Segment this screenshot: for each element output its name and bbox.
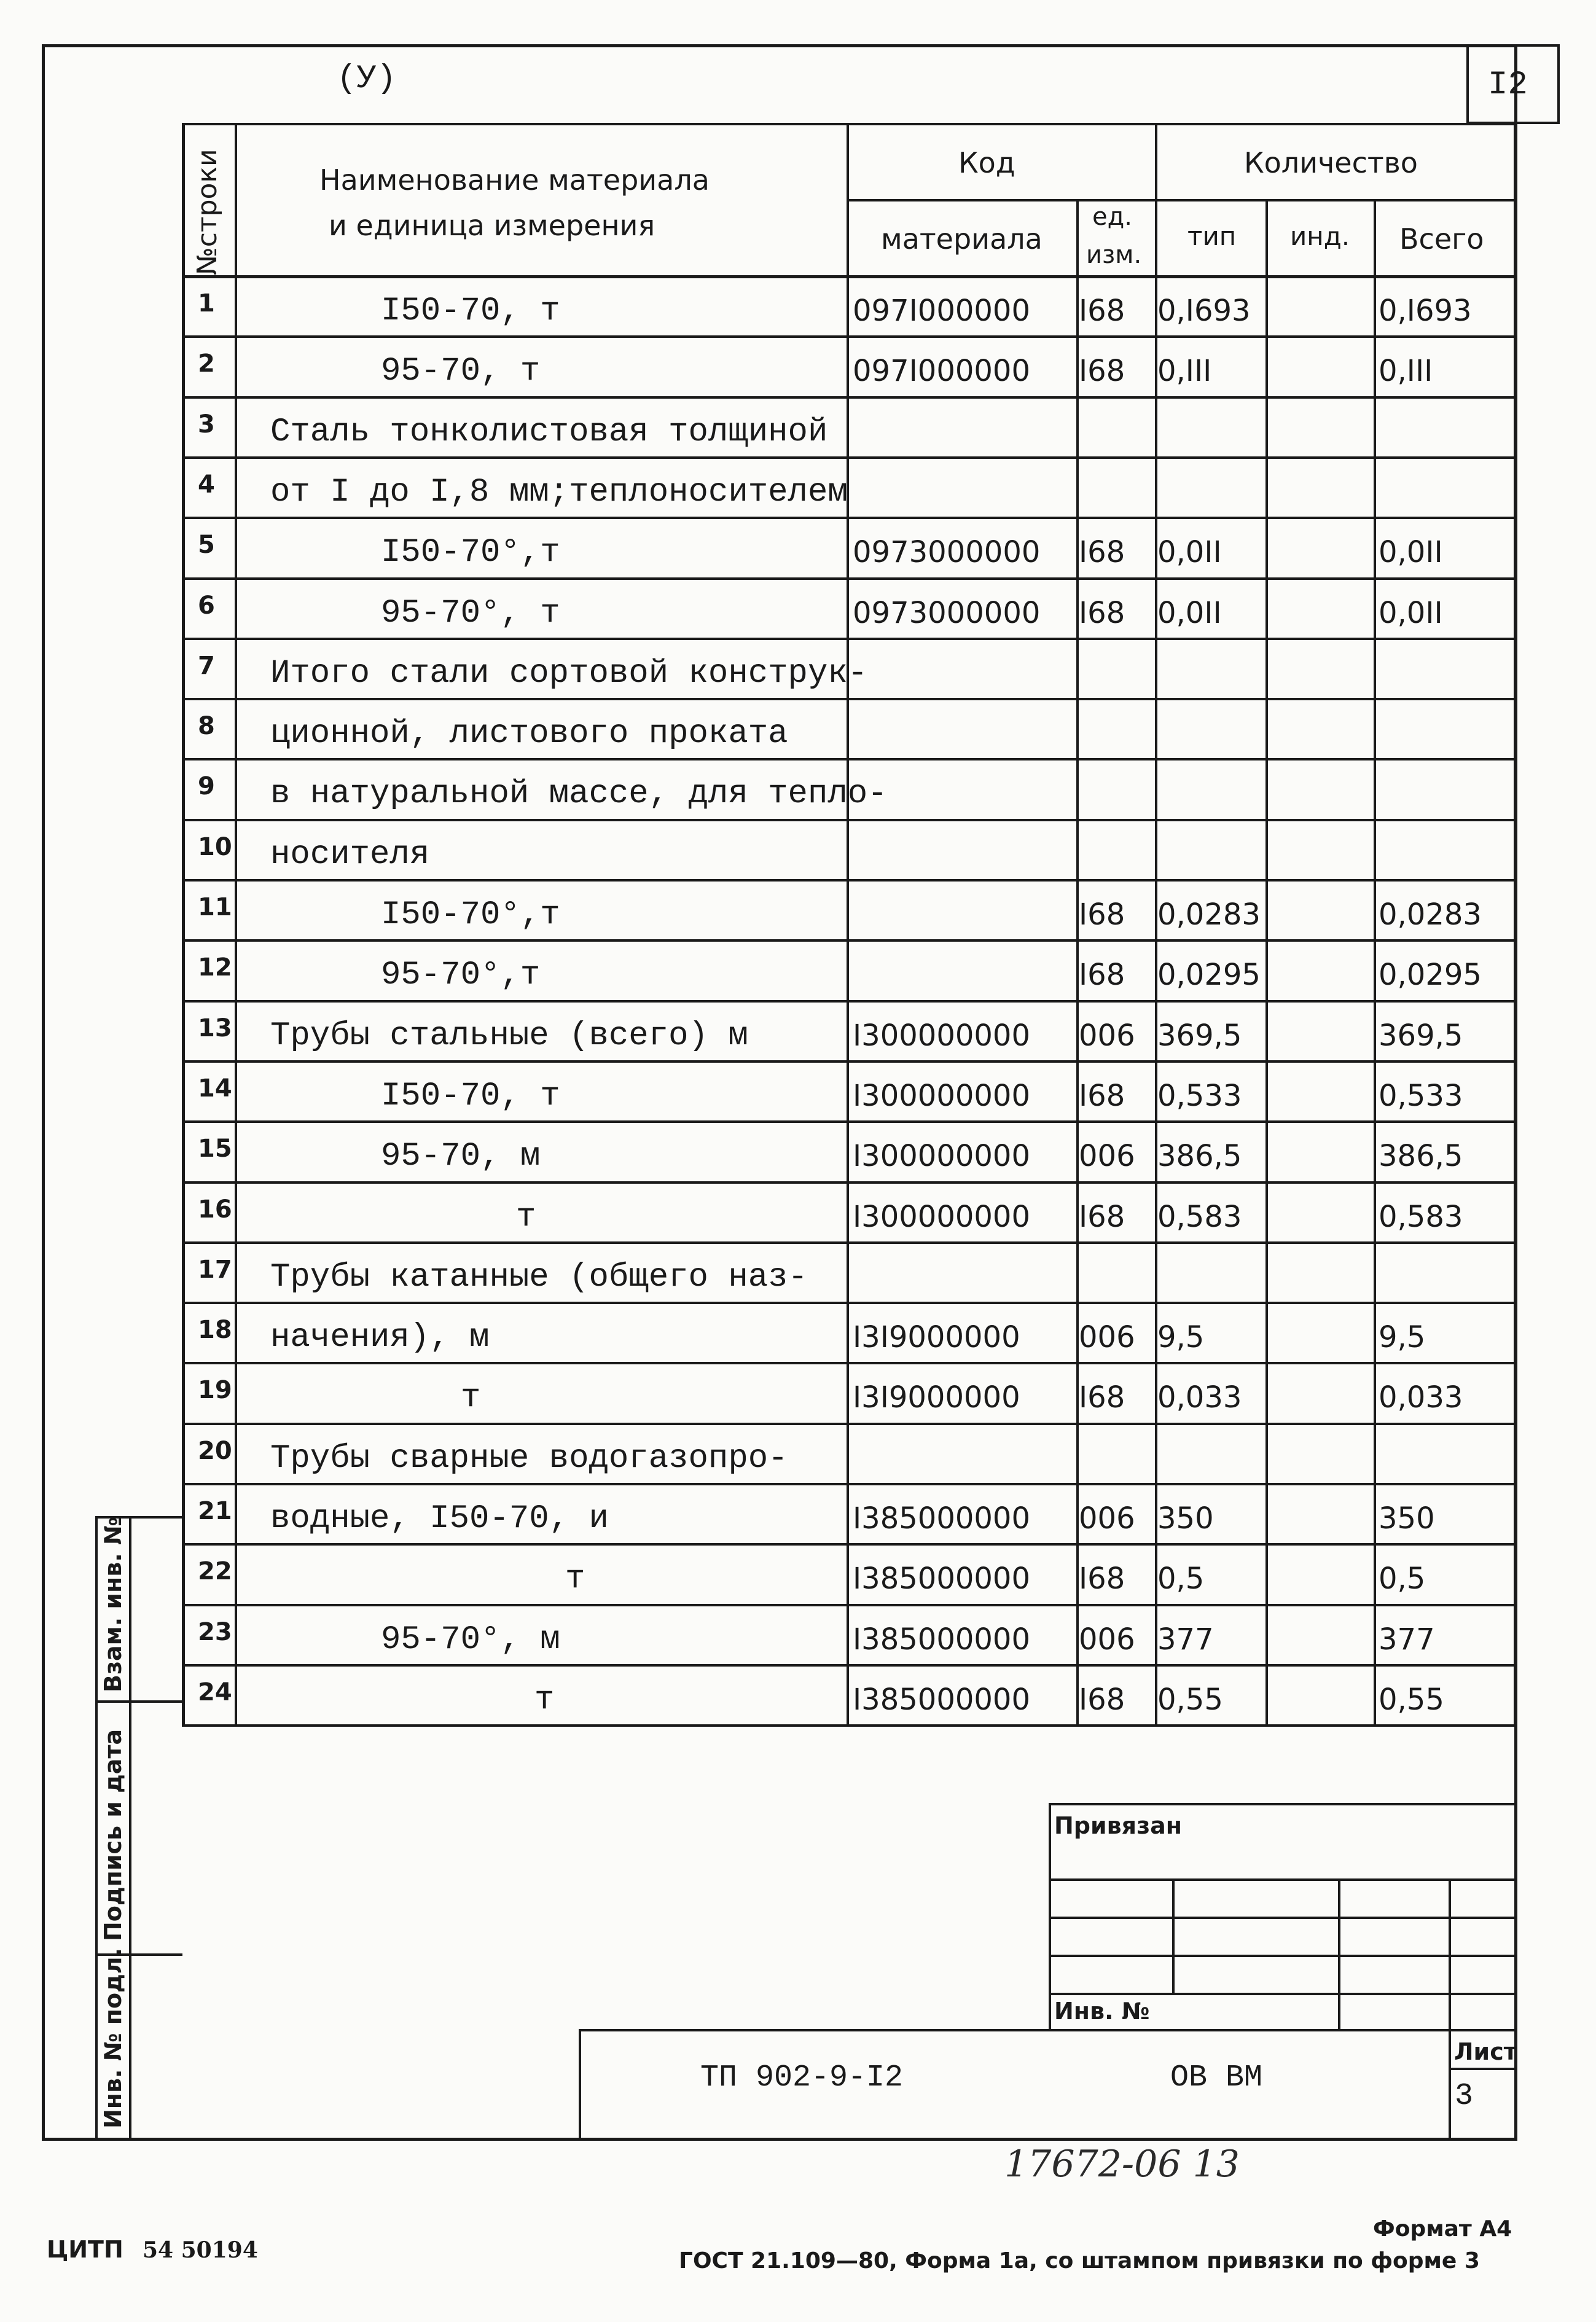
material-code: 097I000000 [853,294,1031,328]
material-name: I50-70, т [381,292,560,330]
material-code: I3I9000000 [853,1380,1020,1415]
table-row-line [182,1664,1516,1667]
row-number: 20 [198,1436,232,1465]
material-code: 0973000000 [853,535,1041,570]
quantity-type: 0,583 [1157,1199,1242,1234]
table-row-line [182,1543,1516,1546]
material-name: Трубы катанные (общего наз- [270,1258,808,1296]
unit-code: I68 [1079,1078,1125,1113]
unit-code: I68 [1079,1199,1125,1234]
quantity-type: 0,0295 [1157,958,1261,993]
unit-code: I68 [1079,1562,1125,1597]
title-block-doc-mark: ОВ ВМ [1170,2060,1263,2095]
row-number: 9 [198,772,215,801]
quantity-type: 0,III [1157,354,1212,389]
title-block-left [579,2029,581,2140]
row-number: 12 [198,953,232,982]
table-row-line [182,456,1516,459]
material-name: 95-70°,т [381,956,541,995]
material-name: Сталь тонколистовая толщиной [270,413,828,451]
quantity-type: 0,55 [1157,1682,1223,1717]
binding-stamp-top [1049,1803,1516,1805]
page-number-box-top [1514,44,1559,47]
material-code: I385000000 [853,1622,1031,1657]
material-code: I300000000 [853,1078,1031,1113]
side-stamp-original-inv: Инв. № подл. [100,1947,127,2128]
row-number: 17 [198,1255,232,1284]
unit-code: 006 [1079,1622,1135,1657]
quantity-total: 0,0295 [1379,958,1482,993]
material-name: т [565,1560,585,1598]
table-header-mid-line [847,199,1516,201]
quantity-total: 0,55 [1379,1682,1444,1717]
material-name: ционной, листового проката [270,715,788,753]
header-type-label: тип [1187,221,1237,251]
table-row-line [182,335,1516,338]
title-block-sheet-div [1449,2068,1516,2070]
quantity-total: 0,533 [1379,1078,1463,1113]
table-row-line [182,517,1516,519]
sheet-marker: (У) [337,60,397,98]
material-name: Трубы сварные водогазопро- [270,1439,788,1477]
quantity-total: 369,5 [1379,1018,1463,1053]
table-row-line [182,879,1516,882]
row-number: 2 [198,350,215,378]
table-row-line [182,1120,1516,1123]
material-name: т [461,1379,481,1417]
header-code-label: Код [958,146,1015,179]
header-name-label-line1: Наименование материала [319,163,710,197]
unit-code: 006 [1079,1018,1135,1053]
material-name: т [516,1198,536,1236]
quantity-type: 350 [1157,1501,1214,1536]
binding-stamp-row3 [1049,1955,1516,1957]
quantity-type: 386,5 [1157,1139,1242,1174]
table-row-line [182,1060,1516,1063]
row-number: 5 [198,531,215,560]
binding-stamp-col2 [1338,1878,1340,2031]
header-individual-label: инд. [1290,221,1350,251]
table-row-line [182,577,1516,580]
material-name: Итого стали сортовой конструк- [270,654,868,692]
quantity-total: 0,0II [1379,595,1443,630]
row-number: 24 [198,1678,232,1706]
quantity-type: 369,5 [1157,1018,1242,1053]
row-number: 6 [198,591,215,620]
quantity-type: 0,5 [1157,1562,1205,1597]
material-name: начения), м [270,1319,490,1357]
material-name: I50-70°,т [381,896,560,934]
quantity-total: 0,I693 [1379,294,1472,328]
table-col-line-total [1374,199,1376,1727]
row-number: 11 [198,893,232,921]
material-name: 95-70, т [381,353,541,391]
table-row-line [182,758,1516,760]
unit-code: I68 [1079,294,1125,328]
unit-code: I68 [1079,1380,1125,1415]
unit-code: I68 [1079,897,1125,932]
binding-stamp-row1 [1049,1878,1516,1881]
material-name: I50-70, т [381,1077,560,1115]
frame-top [42,44,1516,47]
material-name: 95-70°, м [381,1620,560,1659]
table-row-line [182,819,1516,821]
title-block-sheet-number: 3 [1455,2079,1474,2114]
binding-stamp-bound-label: Привязан [1054,1812,1183,1839]
row-number: 4 [198,470,215,499]
material-code: 097I000000 [853,354,1031,389]
quantity-total: 0,033 [1379,1380,1463,1415]
quantity-total: 0,III [1379,354,1433,389]
table-row-line [182,638,1516,640]
material-code: I300000000 [853,1018,1031,1053]
page-number-box-left [1466,44,1469,123]
quantity-type: 0,0II [1157,595,1222,630]
title-block-sheet-left [1449,2029,1451,2140]
row-number: 8 [198,712,215,741]
table-col-line-right [1514,123,1516,1727]
header-material-code-label: материала [881,222,1042,256]
title-block-top [579,2029,1516,2031]
material-code: I3I9000000 [853,1320,1020,1355]
header-unit-label-line1: ед. [1092,203,1132,231]
footer-format: Формат А4 [1373,2216,1512,2242]
quantity-total: 0,583 [1379,1199,1463,1234]
material-code: I385000000 [853,1682,1031,1717]
side-stamp-col [129,1516,131,2139]
table-col-line-num [182,123,185,1727]
row-number: 10 [198,832,232,861]
quantity-total: 0,5 [1379,1562,1426,1597]
unit-code: I68 [1079,354,1125,389]
material-name: носителя [270,835,430,874]
row-number: 16 [198,1195,232,1224]
quantity-type: 377 [1157,1622,1214,1657]
material-name: т [534,1681,555,1719]
quantity-type: 0,0II [1157,535,1222,570]
table-header-bottom-line [182,275,1516,278]
page-number: I2 [1488,66,1528,104]
material-name: 95-70°, т [381,594,560,632]
quantity-type: 9,5 [1157,1320,1205,1355]
row-number: 13 [198,1014,232,1042]
material-code: 0973000000 [853,595,1041,630]
footer-gost: ГОСТ 21.109—80, Форма 1а, со штампом привязки по форме 3 [679,2248,1480,2273]
row-number: 23 [198,1617,232,1646]
quantity-type: 0,I693 [1157,294,1251,328]
table-col-line-code [847,123,849,1727]
title-block-doc-code: ТП 902-9-I2 [700,2060,904,2095]
header-unit-label-line2: изм. [1086,241,1142,269]
material-code: I385000000 [853,1562,1031,1597]
quantity-type: 0,033 [1157,1380,1242,1415]
material-name: I50-70°,т [381,534,560,572]
unit-code: 006 [1079,1501,1135,1536]
quantity-total: 0,0283 [1379,897,1482,932]
material-name: от I до I,8 мм;теплоносителем [270,473,848,511]
table-row-line [182,1362,1516,1364]
table-row-line [182,396,1516,399]
table-row-line [182,1181,1516,1184]
material-code: I385000000 [853,1501,1031,1536]
quantity-type: 0,0283 [1157,897,1261,932]
quantity-total: 350 [1379,1501,1435,1536]
side-stamp-div1 [95,1700,182,1703]
quantity-total: 377 [1379,1622,1435,1657]
row-number: 15 [198,1135,232,1163]
frame-bottom [42,2138,1517,2141]
row-number: 7 [198,651,215,680]
binding-stamp-inv-label: Инв. № [1054,1998,1150,2025]
material-name: в натуральной массе, для тепло- [270,775,888,813]
material-code: I300000000 [853,1139,1031,1174]
row-number: 19 [198,1376,232,1405]
quantity-total: 386,5 [1379,1139,1463,1174]
table-row-line [182,1241,1516,1244]
footer-org-number: 54 50194 [143,2237,258,2263]
row-number: 14 [198,1074,232,1103]
unit-code: I68 [1079,958,1125,993]
row-number: 21 [198,1497,232,1525]
footer-org: ЦИТП [47,2236,123,2263]
row-number: 18 [198,1316,232,1345]
table-row-line [182,1302,1516,1304]
table-row-line [182,1000,1516,1003]
header-total-label: Всего [1399,222,1484,256]
table-row-line [182,1604,1516,1606]
table-col-line-ind [1265,199,1268,1727]
binding-stamp-col3 [1449,1878,1451,2031]
binding-stamp-row4 [1049,1993,1516,1995]
material-name: 95-70, м [381,1138,541,1176]
material-name: Трубы стальные (всего) м [270,1017,748,1055]
table-row-line [182,1724,1516,1727]
unit-code: 006 [1079,1320,1135,1355]
page-number-box-right [1557,44,1560,124]
unit-code: I68 [1079,595,1125,630]
table-row-line [182,1483,1516,1485]
table-top-line [182,123,1516,125]
header-row-number-label: №строки [192,149,223,275]
table-row-line [182,939,1516,942]
binding-stamp-col1 [1172,1878,1175,1994]
side-stamp-left [95,1516,98,2139]
table-col-line-name [235,123,237,1727]
unit-code: 006 [1079,1139,1135,1174]
table-row-line [182,698,1516,700]
unit-code: I68 [1079,1682,1125,1717]
side-stamp-signature-date: Подпись и дата [100,1729,127,1941]
title-block-sheet-label: Лист [1454,2038,1517,2065]
header-quantity-label: Количество [1244,146,1418,179]
quantity-total: 0,0II [1379,535,1443,570]
header-name-label-line2: и единица измерения [329,209,655,242]
binding-stamp-row2 [1049,1917,1516,1919]
frame-left [42,44,45,2140]
row-number: 3 [198,410,215,439]
table-row-line [182,1423,1516,1425]
handwritten-number: 17672-06 13 [1004,2143,1240,2186]
row-number: 22 [198,1557,232,1586]
quantity-total: 9,5 [1379,1320,1426,1355]
unit-code: I68 [1079,535,1125,570]
quantity-type: 0,533 [1157,1078,1242,1113]
row-number: 1 [198,289,215,318]
material-name: водные, I50-70, и [270,1500,609,1538]
side-stamp-exchange-inv: Взам. инв. № [100,1517,127,1692]
material-code: I300000000 [853,1199,1031,1234]
